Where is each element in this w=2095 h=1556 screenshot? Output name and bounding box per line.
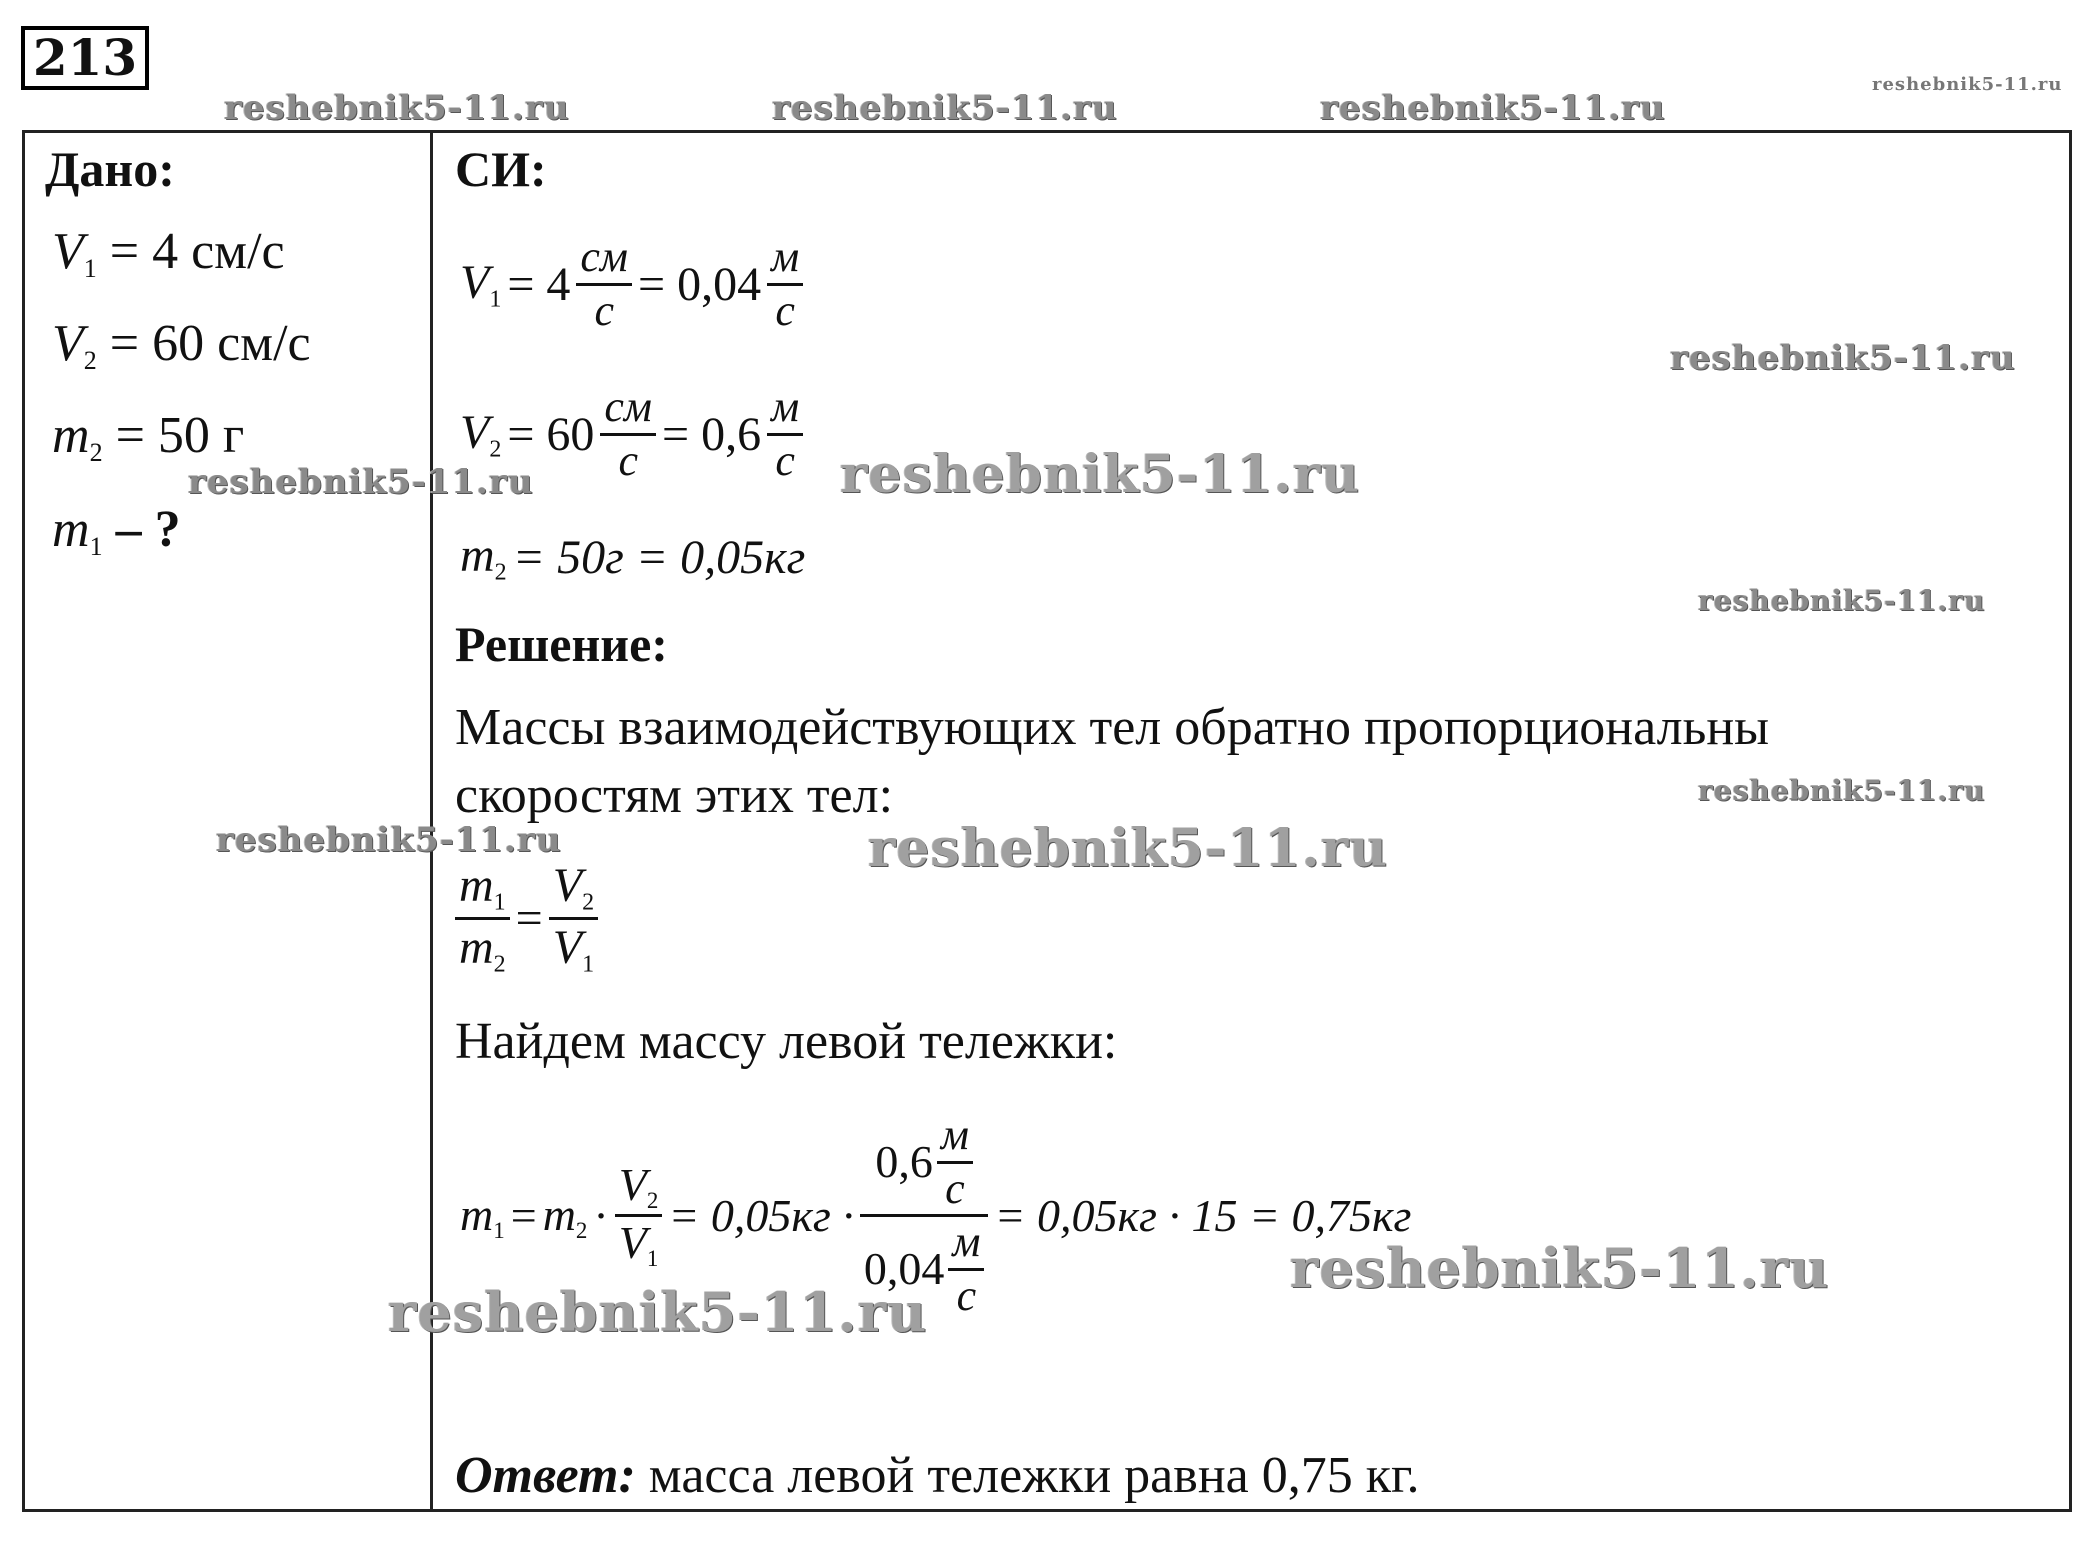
find-mass-text: Найдем массу левой тележки: (455, 1013, 1118, 1070)
watermark: reshebnik5-11.ru (188, 462, 534, 502)
watermark: reshebnik5-11.ru (1290, 1236, 1830, 1300)
solution-title: Решение: (455, 616, 668, 672)
mass-calculation: $m_1$ = $m_2$ · $V_2$ $V_1$ = 0,05кг · 0,6 м с 0,04 м с = 0,05кг · 15 = 0,75кг (460, 1110, 1412, 1320)
watermark: reshebnik5-11.ru (840, 444, 1361, 505)
watermark: reshebnik5-11.ru (1670, 338, 2016, 378)
si-title: СИ: (455, 141, 547, 197)
answer (455, 1446, 1419, 1505)
watermark: reshebnik5-11.ru (1698, 584, 1986, 617)
watermark: reshebnik5-11.ru (224, 88, 570, 128)
watermark: reshebnik5-11.ru (772, 88, 1118, 128)
answer-label: Ответ: (455, 1447, 636, 1504)
problem-number: 213 (21, 26, 149, 90)
given-title: Дано: (45, 141, 175, 197)
si-v1-conversion: $V_1$ = 4 см с = 0,04 м с (460, 232, 803, 336)
watermark: reshebnik5-11.ru (1698, 774, 1986, 807)
given-m2: $m_2 = 50$ г (52, 407, 245, 468)
watermark: reshebnik5-11.ru (1872, 74, 2063, 95)
watermark: reshebnik5-11.ru (868, 818, 1389, 879)
given-v1: $V_1 = 4$ см/с (52, 223, 285, 284)
si-v2-conversion: $V_2$ = 60 см с = 0,6 м с (460, 382, 803, 486)
solution-text-line1: Массы взаимодействующих тел обратно пропорциональны (455, 699, 1770, 756)
given-m1-unknown: $m_1$ – ? (52, 501, 181, 562)
given-v2: $V_2 = 60$ см/с (52, 315, 311, 376)
si-m2-conversion: $m_2$ = 50г = 0,05кг (460, 529, 806, 586)
watermark: reshebnik5-11.ru (216, 820, 562, 860)
watermark: reshebnik5-11.ru (388, 1280, 928, 1344)
answer-text: масса левой тележки равна 0,75 кг. (635, 1447, 1420, 1504)
watermark: reshebnik5-11.ru (1320, 88, 1666, 128)
solution-text-line2: скоростям этих тел: (455, 767, 894, 824)
ratio-formula: $m_1$ $m_2$ = $V_2$ $V_1$ (455, 858, 598, 979)
